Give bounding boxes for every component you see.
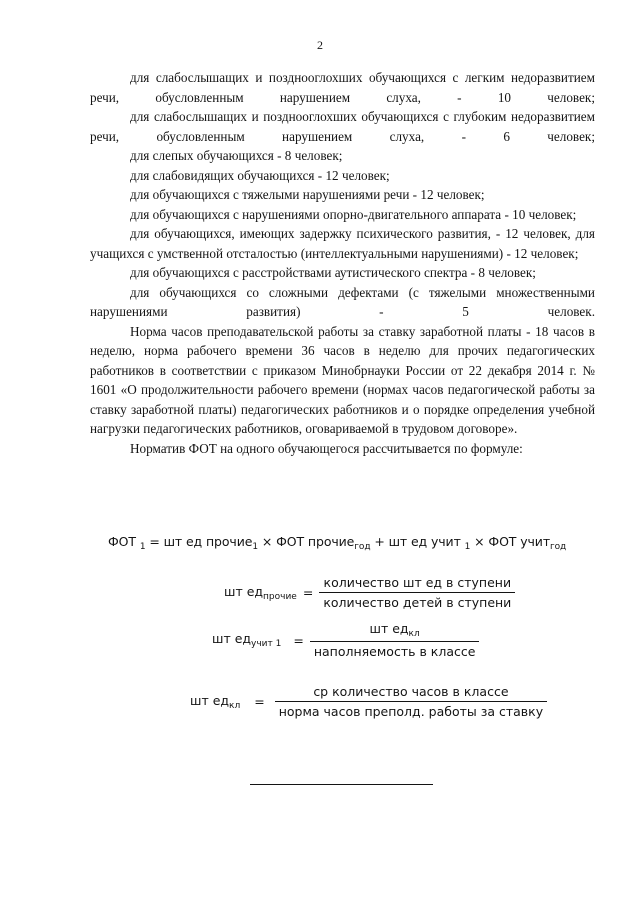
formula-staff-other: шт $ед_{прочие}$ = $\frac{\text{количество шт ед в ступени}}{\text{количество детей в ступени}}$ [224,575,515,610]
formula-staff-class: шт $ед_{кл}$ = $\frac{\text{ср количество часов в классе}}{\text{норма часов преполд. работы за ставку}}$ [190,684,547,719]
paragraph-autism: для обучающихся с расстройствами аутистического спектра - 8 человек; [130,265,536,280]
paragraph-musculoskeletal: для обучающихся с нарушениями опорно-двигательного аппарата - 10 человек; [130,206,577,222]
formula-staff-teachers: шт $ед_{учит 1}$ = $\frac{шт ед_{кл}}{\text{наполняемость в классе}}$ [212,621,479,659]
paragraph-mental-delay: для обучающихся, имеющих задержку психического развития, - 12 человек, для учащихся с умственной отсталостью (интеллектуальными нарушениями) - 12 человек; [90,226,595,261]
paragraph-hearing-light: для слабослышащих и позднооглохших обучающихся с легким недоразвитием речи, обусловленным нарушением слуха, - 10 человек; [90,70,595,105]
paragraph-speech: для обучающихся с тяжелыми нарушениями речи - 12 человек; [130,187,485,202]
formula-fot: ФОТ $_1$ = шт ед прочие$_1$ × ФОТ прочие$_{год}$ + шт ед учит $_1$ × ФОТ учит$_{год}$ [108,534,567,552]
paragraph-complex-defects: для обучающихся со сложными дефектами (с тяжелыми множественными нарушениями развития) - 5 человек. [90,284,595,319]
fraction-staff-teachers: $\frac{шт ед_{кл}}{\text{наполняемость в классе}}$ [310,621,480,659]
page-number: 2 [317,38,323,52]
paragraph-work-norms: Норма часов преподавательской работы за ставку заработной платы - 18 часов в неделю, норма рабочего времени 36 часов в неделю для прочих педагогических работников в соответствии с приказом Минобрнауки России от 22 декабря 2014 г. № 1601 «О продолжительности рабочего времени (нормах часов педагогической работы за ставку заработной платы) педагогических работников и о порядке определения учебной нагрузки педагогических работников, оговариваемой в трудовом договоре». [90,323,595,436]
paragraph-low-vision: для слабовидящих обучающихся - 12 человек; [130,167,390,183]
fraction-staff-class: $\frac{\text{ср количество часов в классе}}{\text{норма часов преполд. работы за ставку}}$ [275,684,547,719]
separator-line [250,784,433,785]
paragraph-formula-intro: Норматив ФОТ на одного обучающегося рассчитывается по формуле: [130,440,523,456]
paragraph-blind: для слепых обучающихся - 8 человек; [130,148,343,163]
fraction-staff-other: $\frac{\text{количество шт ед в ступени}}{\text{количество детей в ступени}}$ [319,575,515,610]
paragraph-hearing-deep: для слабослышащих и позднооглохших обучающихся с глубоким недоразвитием речи, обусловленным нарушением слуха, - 6 человек; [90,109,595,144]
body-text [90,68,595,458]
